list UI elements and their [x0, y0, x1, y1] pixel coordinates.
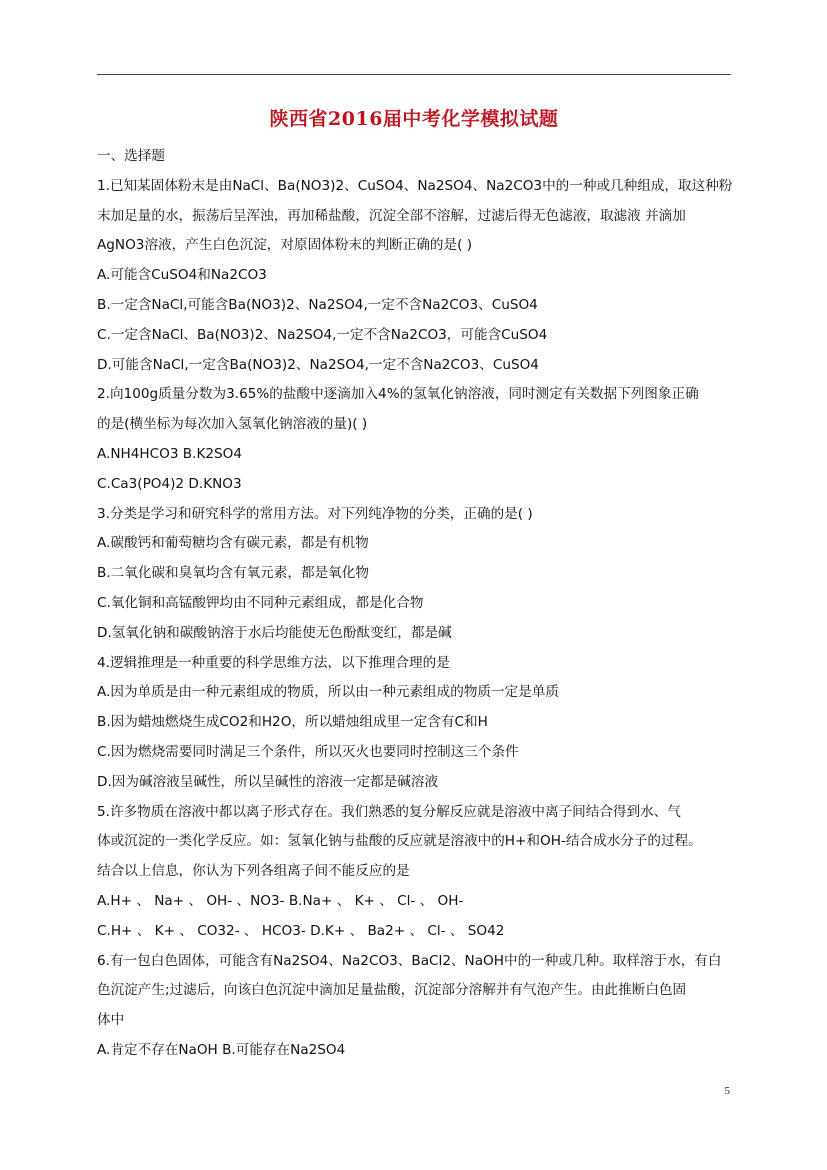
question-1-line-3: AgNO3溶液，产生白色沉淀，对原固体粉末的判断正确的是( ) [97, 237, 473, 254]
question-3-option-c: C.氧化铜和高锰酸钾均由不同种元素组成，都是化合物 [97, 594, 424, 611]
question-1-option-a: A.可能含CuSO4和Na2CO3 [97, 267, 267, 284]
question-5-options-cd: C.H+ 、 K+ 、 CO32- 、 HCO3- D.K+ 、 Ba2+ 、 Cl- 、 SO42 [97, 922, 505, 939]
question-5-line-1: 5.许多物质在溶液中都以离子形式存在。我们熟悉的复分解反应就是溶液中离子间结合得到水、气 [97, 803, 681, 820]
question-4-option-c: C.因为燃烧需要同时满足三个条件，所以灭火也要同时控制这三个条件 [97, 743, 519, 760]
document-body [97, 142, 733, 1066]
question-6-line-2: 色沉淀产生;过滤后，向该白色沉淀中滴加足量盐酸，沉淀部分溶解并有气泡产生。由此推断白色固 [97, 982, 687, 999]
question-4-option-d: D.因为碱溶液呈碱性，所以呈碱性的溶液一定都是碱溶液 [97, 773, 439, 790]
question-3-option-b: B.二氧化碳和臭氧均含有氧元素，都是氧化物 [97, 565, 369, 582]
question-4-option-a: A.因为单质是由一种元素组成的物质，所以由一种元素组成的物质一定是单质 [97, 684, 559, 701]
question-1-line-1: 1.已知某固体粉末是由NaCl、Ba(NO3)2、CuSO4、Na2SO4、Na2CO3中的一种或几种组成，取这种粉 [97, 177, 733, 194]
question-3-option-a: A.碳酸钙和葡萄糖均含有碳元素，都是有机物 [97, 535, 369, 552]
question-1-option-d: D.可能含NaCl,一定含Ba(NO3)2、Na2SO4,一定不含Na2CO3、CuSO4 [97, 356, 539, 373]
question-1-line-2: 末加足量的水，振荡后呈浑浊，再加稀盐酸，沉淀全部不溶解，过滤后得无色滤液，取滤液 并滴加 [97, 207, 686, 224]
section-heading: 一、选择题 [97, 148, 165, 164]
question-3-option-d: D.氢氧化钠和碳酸钠溶于水后均能使无色酚酞变红，都是碱 [97, 624, 452, 641]
page-number: 5 [724, 1085, 730, 1097]
page-title: 陕西省2016届中考化学模拟试题 [269, 108, 559, 130]
question-3-stem: 3.分类是学习和研究科学的常用方法。对下列纯净物的分类，正确的是( ) [97, 505, 533, 522]
question-2-options-cd: C.Ca3(PO4)2 D.KNO3 [97, 475, 242, 492]
question-4-option-b: B.因为蜡烛燃烧生成CO2和H2O，所以蜡烛组成里一定含有C和H [97, 714, 488, 731]
question-1-option-c: C.一定含NaCl、Ba(NO3)2、Na2SO4,一定不含Na2CO3，可能含CuSO4 [97, 326, 548, 343]
question-2-options-ab: A.NH4HCO3 B.K2SO4 [97, 445, 242, 462]
question-6-options-ab: A.肯定不存在NaOH B.可能存在Na2SO4 [97, 1041, 346, 1058]
question-5-options-ab: A.H+ 、 Na+ 、 OH- 、NO3- B.Na+ 、 K+ 、 Cl- 、 OH- [97, 892, 464, 909]
header-rule [97, 74, 731, 75]
question-5-line-3: 结合以上信息，你认为下列各组离子间不能反应的是 [97, 863, 410, 880]
question-5-line-2: 体或沉淀的一类化学反应。如：氢氧化钠与盐酸的反应就是溶液中的H+和OH-结合成水分子的过程。 [97, 833, 702, 850]
question-1-option-b: B.一定含NaCl,可能含Ba(NO3)2、Na2SO4,一定不含Na2CO3、CuSO4 [97, 296, 538, 313]
question-2-line-1: 2.向100g质量分数为3.65%的盐酸中逐滴加入4%的氢氧化钠溶液，同时测定有关数据下列图象正确 [97, 386, 699, 403]
question-4-stem: 4.逻辑推理是一种重要的科学思维方法，以下推理合理的是 [97, 654, 450, 671]
question-6-line-1: 6.有一包白色固体，可能含有Na2SO4、Na2CO3、BaCl2、NaOH中的一种或几种。取样溶于水，有白 [97, 952, 722, 969]
question-2-line-2: 的是(横坐标为每次加入氢氧化钠溶液的量)( ) [97, 416, 368, 433]
question-6-line-3: 体中 [97, 1012, 125, 1029]
